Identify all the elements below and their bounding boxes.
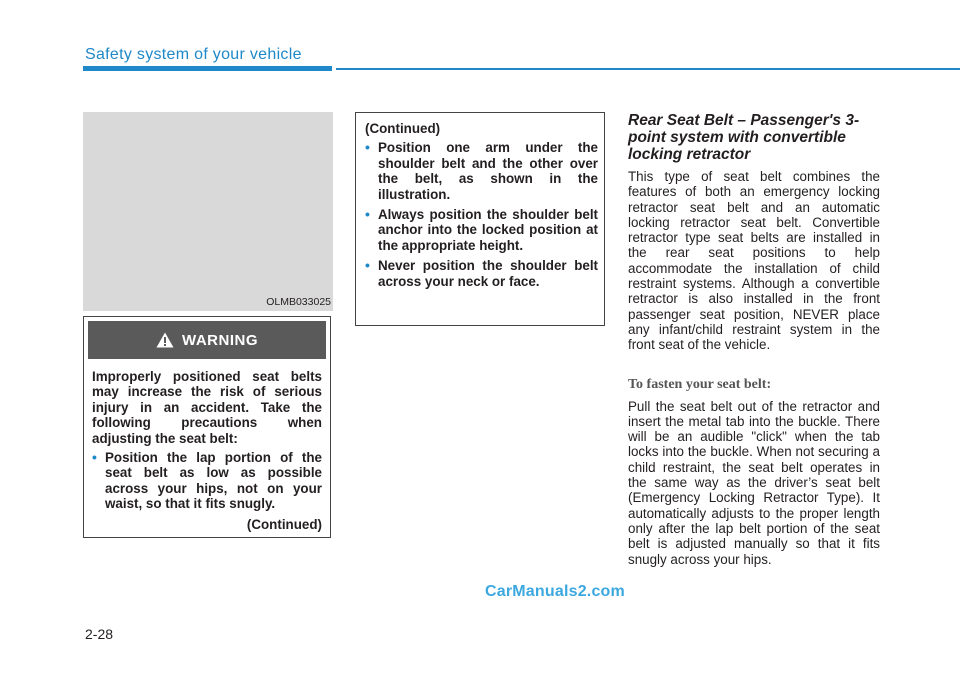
warning-body <box>84 363 330 532</box>
header-rule <box>336 68 960 70</box>
continued-bullet-list <box>365 140 598 289</box>
bullet-dot: • <box>365 139 370 156</box>
page-number: 2-28 <box>85 626 114 642</box>
subheading: To fasten your seat belt: <box>628 376 772 392</box>
bullet-dot: • <box>365 257 370 274</box>
bullet-dot: • <box>365 206 370 223</box>
right-column <box>628 112 880 567</box>
description-paragraph: This type of seat belt combines the features of both an emergency locking retractor seat belt and an automatic locking retractor seat belt. Convertible retractor type seat belts are installed in the rear seat positions to help accommodate the installation of child restraint systems. Although a convertible retractor is also installed in the front passenger seat position, NEVER place any infant/child restraint system in the front seat of the vehicle. <box>628 169 880 353</box>
warning-bullet-list <box>92 450 322 512</box>
warning-header <box>88 321 326 359</box>
figure-code: OLMB033025 <box>266 296 331 308</box>
warning-intro: Improperly positioned seat belts may increase the risk of serious injury in an accident. Take the following precautions when adjusting the seat belt: <box>92 369 322 446</box>
continued-bullet: • Always position the shoulder belt anchor into the locked position at the appropriate height. <box>365 206 598 253</box>
continued-heading: (Continued) <box>365 121 441 136</box>
continued-box <box>355 112 605 326</box>
warning-bullet: • Position the lap portion of the seat belt as low as possible across your hips, not on your waist, so that it fits snugly. <box>92 449 322 512</box>
header-title: Safety system of your vehicle <box>85 46 302 63</box>
bullet-dot: • <box>92 449 97 466</box>
continued-bullet: • Position one arm under the shoulder belt and the other over the belt, as shown in the illustration. <box>365 139 598 202</box>
warning-continued: (Continued) <box>246 516 322 532</box>
watermark-link[interactable]: CarManuals2.com <box>485 583 625 600</box>
fasten-paragraph: Pull the seat belt out of the retractor and insert the metal tab into the buckle. There will be an audible "click" when the tab locks into the buckle. When not securing a child restraint, the seat belt operates in the same way as the driver’s seat belt (Emergency Locking Retractor Type). It automatically adjusts to the proper length only after the lap belt portion of the seat belt is adjusted manually so that it fits snugly across your hips. <box>628 398 880 567</box>
warning-box <box>83 316 331 538</box>
header-bar <box>83 66 332 71</box>
continued-bullet: • Never position the shoulder belt across your neck or face. <box>365 257 598 289</box>
warning-label: WARNING <box>182 331 258 349</box>
warning-triangle-icon <box>156 332 174 348</box>
section-title: Rear Seat Belt – Passenger's 3-point system with convertible locking retractor <box>628 112 860 163</box>
illustration <box>83 112 333 311</box>
